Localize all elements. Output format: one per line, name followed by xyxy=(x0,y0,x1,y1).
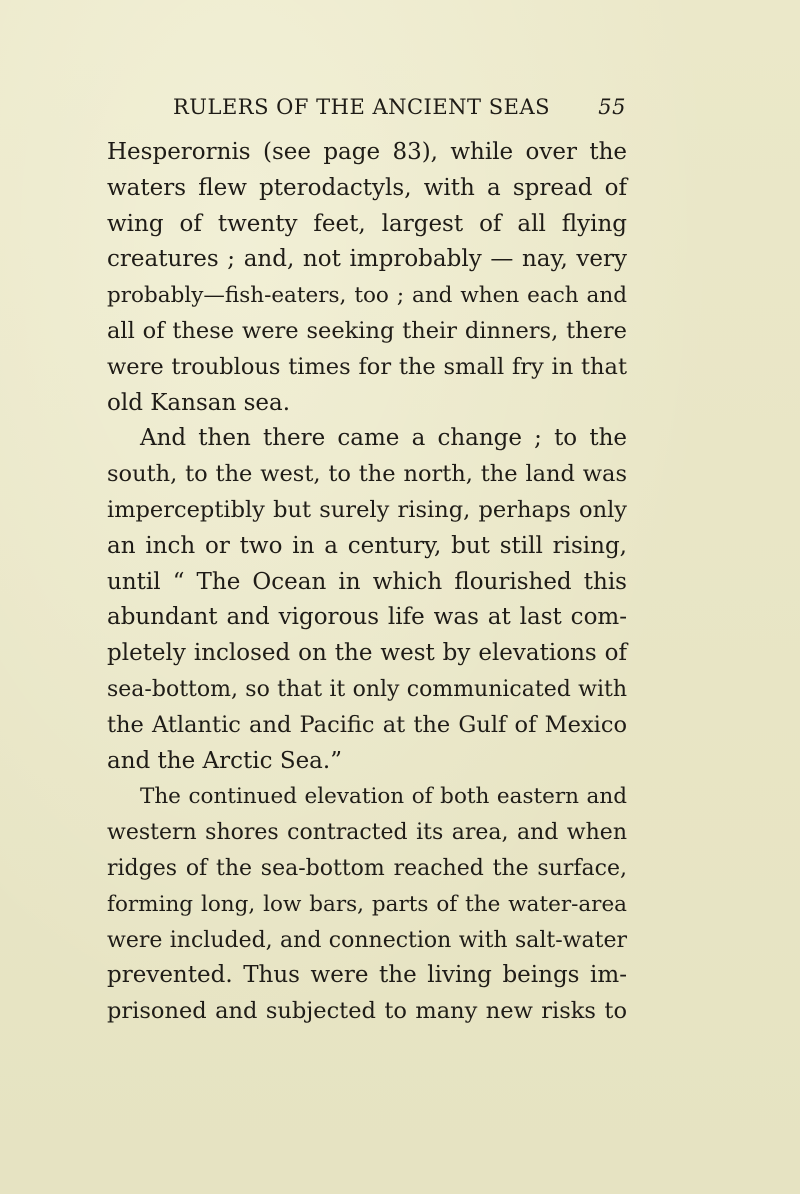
text-line: old Kansan sea. xyxy=(107,389,291,416)
running-header xyxy=(173,95,626,121)
text-line: abundant and vigorous life was at last com- xyxy=(107,604,627,631)
text-line: wing of twenty feet, largest of all flying xyxy=(107,210,627,237)
text-line: creatures ; and, not improbably — nay, very xyxy=(107,246,627,273)
text-line: And then there came a change ; to the xyxy=(140,425,627,452)
text-line: probably—fish-eaters, too ; and when each and xyxy=(107,283,627,309)
text-line: waters flew pterodactyls, with a spread of xyxy=(107,174,627,201)
text-line: Hesperornis (see page 83), while over the xyxy=(107,139,627,165)
text-line: ridges of the sea-bottom reached the surface, xyxy=(107,855,627,881)
text-line: and the Arctic Sea.” xyxy=(107,747,342,774)
running-title: RULERS OF THE ANCIENT SEAS xyxy=(173,95,551,119)
text-line: until “ The Ocean in which flourished this xyxy=(107,568,627,595)
text-line: were included, and connection with salt-water xyxy=(107,927,627,953)
text-line: an inch or two in a century, but still rising, xyxy=(107,532,627,559)
text-line: prevented. Thus were the living beings im- xyxy=(107,962,627,989)
text-line: sea-bottom, so that it only communicated with xyxy=(107,676,627,702)
text-line: all of these were seeking their dinners, there xyxy=(107,317,627,344)
text-line: the Atlantic and Pacific at the Gulf of Mexico xyxy=(107,711,627,738)
body-text xyxy=(107,135,627,1030)
text-line: western shores contracted its area, and when xyxy=(107,820,627,846)
text-line: south, to the west, to the north, the land was xyxy=(107,461,627,488)
page-number: 55 xyxy=(598,95,626,119)
text-line: imperceptibly but surely rising, perhaps only xyxy=(107,496,627,523)
text-line: were troublous times for the small fry in that xyxy=(107,353,627,380)
text-line: forming long, low bars, parts of the water-area xyxy=(107,891,627,917)
text-line: prisoned and subjected to many new risks to xyxy=(107,998,627,1025)
text-line: The continued elevation of both eastern and xyxy=(140,784,627,810)
text-line: pletely inclosed on the west by elevations of xyxy=(107,640,627,667)
